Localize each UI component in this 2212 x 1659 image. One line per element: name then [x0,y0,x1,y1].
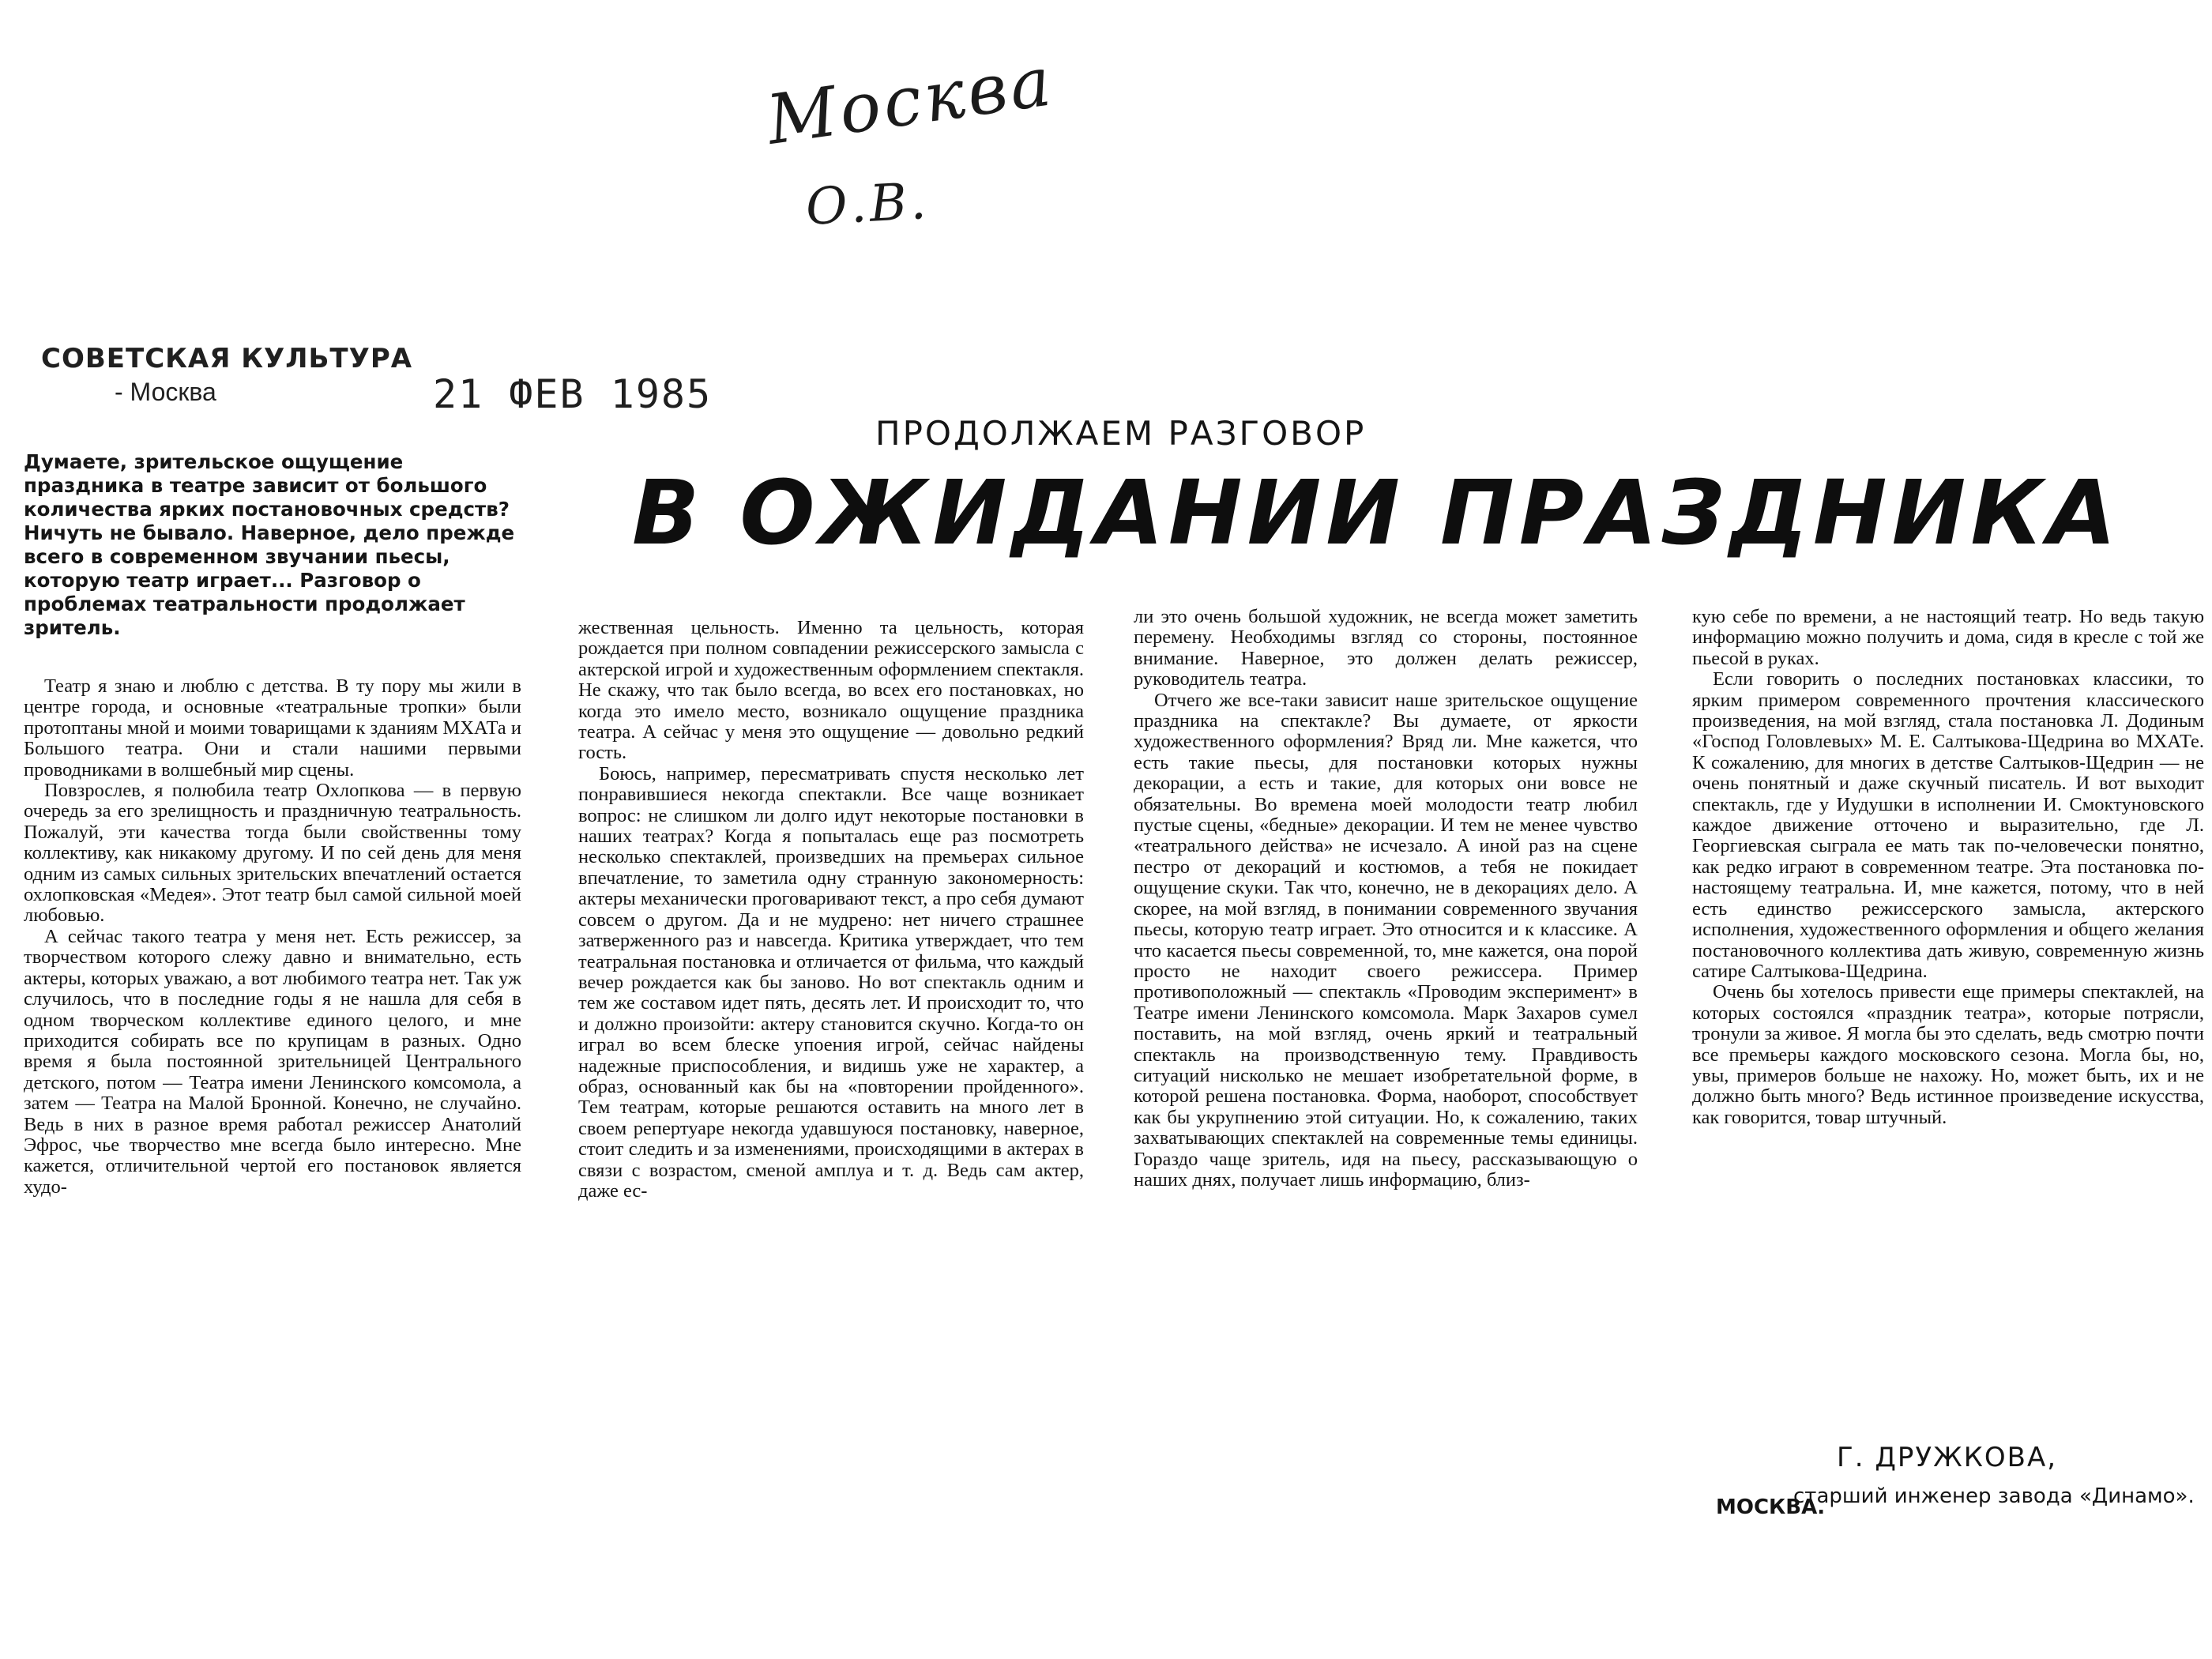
paragraph: Очень бы хотелось привести еще примеры спектаклей, на которых состоялся «праздник театра», которые потрясли, тронули за живое. Я могла бы это сделать, ведь смотрю почти все премьеры каждого московского сезона. Могла бы, но, увы, примеров больше не нахожу. Но, может быть, их и не должно быть много? Ведь истинное произведение искусства, как говорится, товар штучный. [1692,981,2204,1128]
paragraph: Повзрослев, я полюбила театр Охлопкова — в первую очередь за его зрелищность и праздничную театральность. Пожалуй, эти качества тогда были свойственны тому коллективу, как никакому другому. И по сей день для меня одним из самых сильных зрительских впечатлений остается охлопковская «Медея». Этот театр был самой сильной моей любовью. [24,780,521,927]
author-city: МОСКВА. [1716,1495,1826,1519]
paragraph: Если говорить о последних постановках классики, то ярким примером современного прочтения классического произведения, на мой взгляд, стала постановка Л. Додиным «Господ Головлевых» М. Е. Салтыкова-Щедрина во МХАТе. К сожалению, для многих в детстве Салтыков-Щедрин — не очень понятный и даже скучный писатель. И вот выходит спектакль, где у Иудушки в исполнении И. Смоктуновского каждое движение отточено и выразительно, где Л. Георгиевская сыграла ее мать так по-человечески понятно, как редко играют в современном театре. Эта постановка по-настоящему театральна. И, мне кажется, потому, что в ней есть единство режиссерского замысла, актерского исполнения, художественного оформления и общего желания постановочного коллектива дать живую, современную жизнь сатире Салтыкова-Щедрина. [1692,668,2204,982]
article-column-1 [24,676,521,1198]
article-column-4 [1692,607,2204,1128]
paragraph: кую себе по времени, а не настоящий театр. Но ведь такую информацию можно получить и дома, сидя в кресле с той же пьесой в руках. [1692,606,2204,669]
newspaper-city-stamp: - Москва [115,378,216,406]
rubric-label: ПРОДОЛЖАЕМ РАЗГОВОР [875,414,1367,453]
article-lead: Думаете, зрительское ощущение праздника в театре зависит от большого количества ярких постановочных средств? Ничуть не бывало. Наверное, дело прежде всего в современном звучании пьесы, которую театр играет... Разговор о проблемах театральности продолжает зритель. [24,450,515,639]
paragraph: Театр я знаю и люблю с детства. В ту пору мы жили в центре города, и основные «театральные тропки» были протоптаны мной и моими товарищами к зданиям МХАТа и Большого театра. Они и стали нашими первыми проводниками в волшебный мир сцены. [24,675,521,781]
article-column-3 [1134,607,1638,1191]
paragraph: жественная цельность. Именно та цельность, которая рождается при полном совпадении режиссерского замысла с актерской игрой и художественным оформлением спектакля. Не скажу, что так было всегда, во всех его постановках, но когда это имело место, возникало ощущение праздника театра. А сейчас у меня это ощущение — довольно редкий гость. [578,617,1084,764]
date-stamp: 21 ФЕВ 1985 [433,371,713,417]
article-headline: В ОЖИДАНИИ ПРАЗДНИКА [632,462,2121,565]
newspaper-name-stamp: СОВЕТСКАЯ КУЛЬТУРА [41,343,413,374]
author-signature: Г. ДРУЖКОВА, [1837,1442,2058,1473]
paragraph: Боюсь, например, пересматривать спустя несколько лет понравившиеся некогда спектакли. Все чаще возникает вопрос: не слишком ли долго идут некоторые постановки в наших театрах? Когда я попыталась еще раз посмотреть несколько спектаклей, произведших на премьерах сильное впечатление, то заметила одну странную закономерность: актеры механически проговаривают текст, а про себя думают совсем о другом. Да и не мудрено: нет ничего страшнее затверженного раз и навсегда. Критика утверждает, что тем театральная постановка и отличается от фильма, что каждый вечер рождается как бы заново. Но вот спектакль одним и тем же составом идет пять, десять лет. И происходит то, что и должно произойти: актеру становится скучно. Когда-то он играл во всем блеске упоения игрой, сейчас найдены надежные приспособления, и видишь уже не характер, а образ, основанный как бы на «повторении пройденного». Тем театрам, которые решаются оставить на много лет в своем репертуаре некогда удавшуюся постановку, наверное, стоит следить и за изменениями, происходящими в актерах в связи с возрастом, сменой амплуа и т. д. Ведь сам актер, даже ес- [578,762,1084,1202]
article-column-2 [578,618,1084,1202]
author-position: старший инженер завода «Динамо». [1793,1484,2195,1508]
handwritten-initials-note: О.В. [804,171,931,238]
paragraph: ли это очень большой художник, не всегда может заметить перемену. Необходимы взгляд со стороны, постоянное внимание. Наверное, это должен делать режиссер, руководитель театра. [1134,606,1638,690]
paragraph: А сейчас такого театра у меня нет. Есть режиссер, за творчеством которого слежу давно и внимательно, есть актеры, которых уважаю, а вот любимого театра нет. Так уж случилось, что в последние годы я не нашла для себя в одном творческом коллективе единого целого, и мне приходится собирать все по крупицам в разных. Одно время я была постоянной зрительницей Центрального детского, потом — Театра имени Ленинского комсомола, а затем — Театра на Малой Бронной. Конечно, не случайно. Ведь в них в разное время работал режиссер Анатолий Эфрос, чье творчество мне всегда было интересно. Мне кажется, отличительной чертой его постановок является худо- [24,925,521,1198]
handwritten-city-note: Москва [762,42,1059,160]
paragraph: Отчего же все-таки зависит наше зрительское ощущение праздника на спектакле? Вы думаете, от яркости художественного оформления? Вряд ли. Мне кажется, что есть такие пьесы, для постановки которых нужны декорации, а есть и такие, для которых они вовсе не обязательны. Во времена моей молодости театр любил пустые сцены, «бедные» декорации. И тем не менее чувство «театрального действа» не исчезало. А иной раз на сцене пестро от декораций и костюмов, а тебя не покидает ощущение скуки. Так что, конечно, не в декорациях дело. А скорее, на мой взгляд, в понимании современного звучания пьесы, которую театр играет. Это относится и к классике. А что касается пьесы современной, то, мне кажется, она порой просто не находит своего режиссера. Пример противоположный — спектакль «Проводим эксперимент» в Театре имени Ленинского комсомола. Марк Захаров сумел поставить, на мой взгляд, очень яркий и театральный спектакль на производственную тему. Правдивость ситуаций нисколько не мешает изобретательной форме, в которой решена постановка. Форма, наоборот, способствует как бы укрупнению этой ситуации. Но, к сожалению, таких захватывающих спектаклей на современные темы единицы. Гораздо чаще зритель, идя на пьесу, рассказывающую о наших днях, получает лишь информацию, близ- [1134,689,1638,1191]
